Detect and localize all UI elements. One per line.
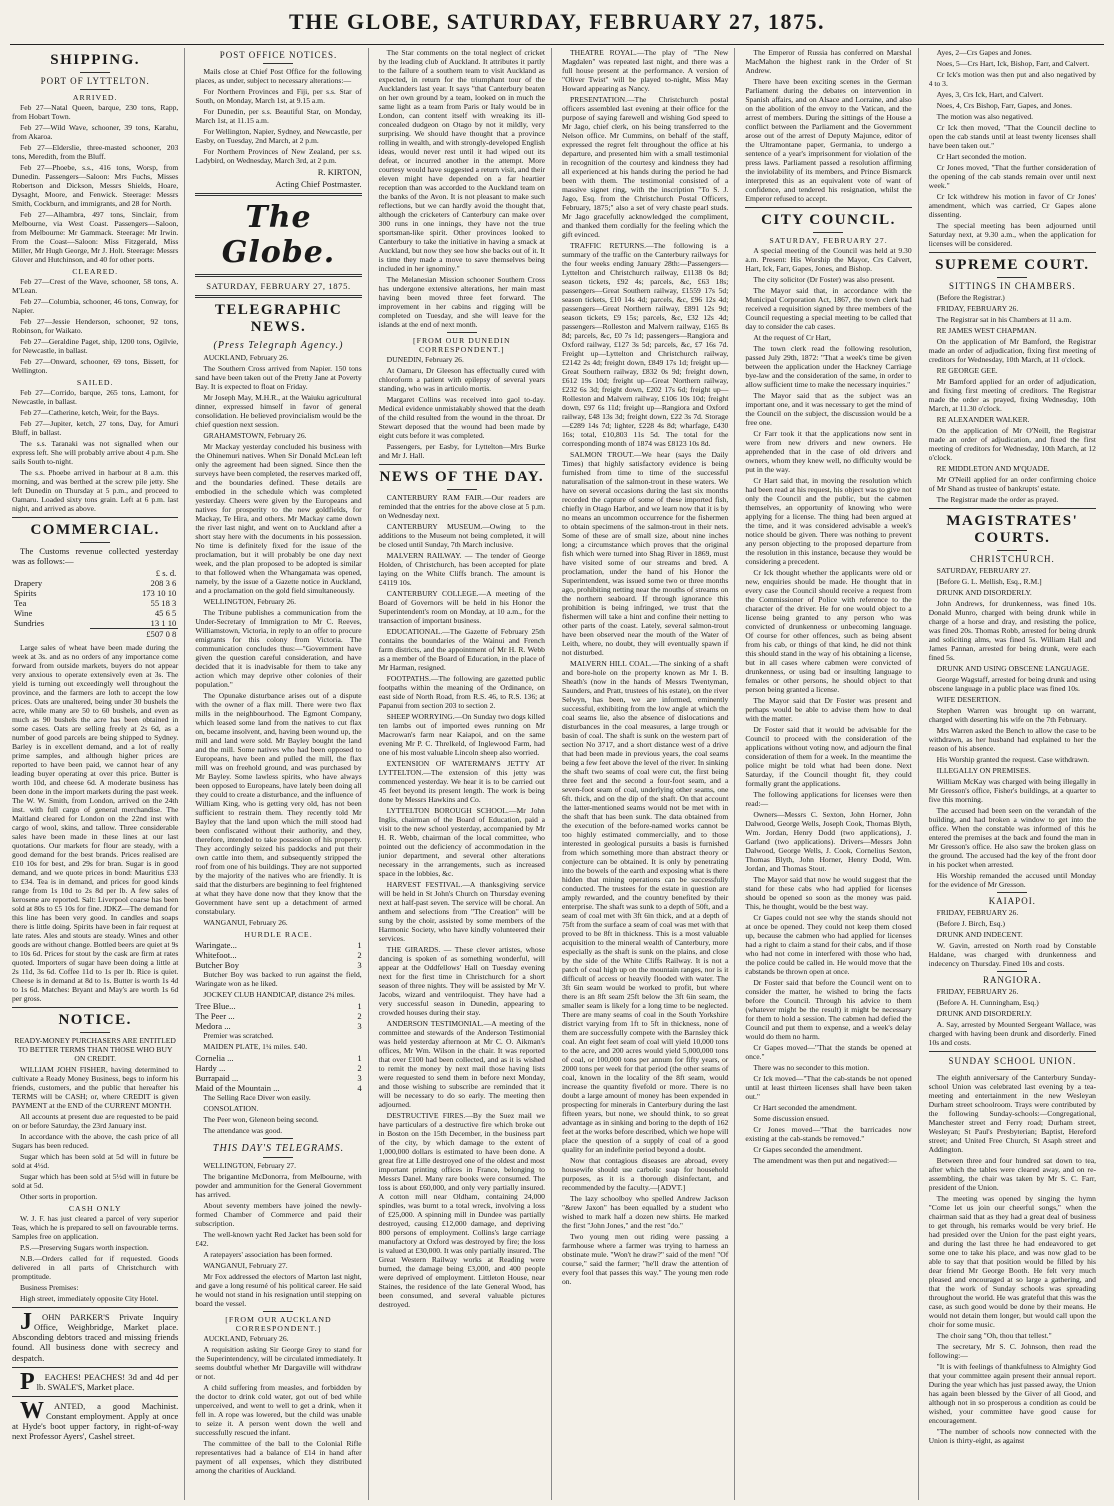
revenue-header: £ s. d.	[155, 568, 177, 579]
race-notes-2	[195, 1031, 361, 1051]
cash-paragraph: N.B.—Orders called for if requested. Goods delivered in all parts of Christchurch with promptitude.	[12, 1254, 179, 1282]
magistrates-heading: MAGISTRATES' COURTS.	[946, 513, 1079, 546]
magistrates-paragraph: George Wagstaff, arrested for being drunk and using obscene language in a public place was fined 10s.	[928, 675, 1096, 693]
col3-paragraph: The Melanesian Mission schooner Southern Cross has undergone extensive alterations, her main mast having been moved three feet forward. The improvement in her cabins and rigging will be completed on Tuesday, and she will leave for the islands at the end of next month.	[378, 275, 545, 329]
maiden-entry-name: Maid of the Mountain ...	[195, 1083, 280, 1094]
column-1	[12, 48, 185, 1500]
revenue-row	[12, 588, 178, 598]
court-paragraph: RE MIDDLETON AND M'QUADE.	[936, 464, 1050, 473]
page-title: THE GLOBE, SATURDAY, FEBRUARY 27, 1875.	[289, 9, 825, 34]
parker-advert: JOHN PARKER'S Private Inquiry Office, Weighbridge, Market place. Absconding debtors traced and missing friends found. All business done with secrecy and despatch.	[12, 1309, 179, 1363]
commercial-intro: The Customs revenue collected yesterday was as follows:—	[12, 546, 179, 567]
vote-paragraph: Noes, 4, Crs Bishop, Farr, Gapes, and Jones.	[936, 101, 1072, 110]
notice-paragraph: All accounts at present due are requested to be paid on or before Saturday, the 23rd January inst.	[12, 1112, 179, 1131]
revenue-item: Wine	[14, 608, 33, 619]
race-note: Premier was scratched.	[203, 1031, 274, 1041]
news-item: CANTERBURY COLLEGE.—A meeting of the Board of Governors will be held in his Honor the Superintendent's room on Monday, at 10 a.m., for the transaction of important business.	[378, 589, 545, 625]
court-paragraph: Mr O'Neill applied for an order confirming choice of Mr Shand as trustee of bankrupts' estate.	[928, 475, 1096, 493]
maiden-results	[195, 1053, 361, 1093]
council-heading: CITY COUNCIL.	[761, 212, 896, 228]
arrival-entry: Feb 27—Natal Queen, barque, 230 tons, Rapp, from Hobart Town.	[12, 103, 179, 121]
days-telegram-paragraph: WELLINGTON, February 27.	[203, 1161, 296, 1171]
hurdle-entry	[195, 950, 361, 960]
hurdle-entry-place: 2	[357, 950, 362, 961]
council-paragraph: There was no seconder to this motion.	[753, 1063, 870, 1072]
sunday-school-paragraph: The eighth anniversary of the Canterbury Sunday-school Union was celebrated last evening by a tea-meeting and entertainment in the new Wesleyan Durham street schoolroom. Trays were contributed by the following Sunday-schools:—Congregational, Manchester street and Ferry road; Durham street, Wesleyan; St Paul's Presbyterian; Baptist, Hereford street; and United Free Church, St Asaph street and Addington.	[928, 1073, 1096, 1154]
council-paragraph: Some discussion ensued.	[753, 1114, 830, 1123]
vote-paragraph: Cr Jones moved, "That the further consideration of the opening of the cab stands remain over until next week."	[928, 163, 1096, 190]
cleared-list	[12, 277, 178, 375]
commercial-heading: COMMERCIAL.	[30, 522, 160, 538]
news-item: CANTERBURY RAM FAIR.—Our readers are reminded that the entries for the above close at 5 p.m. on Wednesday next.	[378, 493, 545, 520]
revenue-value: 13 1 10	[150, 618, 177, 629]
hurdle-entry-name: Butcher Boy	[195, 960, 240, 971]
news-item: CANTERBURY MUSEUM.—Owing to the additions to the Museum not being completed, it will be closed until Sunday, 7th March inclusive.	[378, 522, 545, 549]
col4-paragraph: The lazy schoolboy who spelled Andrew Jackson "&rew Jaxon" has been equalled by a student who wished to mark half a dozen new shirts. He marked the first "John Jones," and the rest "do."	[561, 1194, 729, 1230]
days-telegram-paragraph: The brigantine McDonorra, from Melbourne, with powder and ammunition for the General Government has arrived.	[195, 1172, 362, 1200]
days-telegram-paragraph: A ratepayers' association has been formed.	[203, 1250, 333, 1260]
news-item: THE GIRARDS. — These clever artistes, whose dancing is spoken of as something wonderful, will appear at the Oddfellows' Hall on Tuesday evening next for the first time in Christchurch for a short season of three nights. They will be assisted by Mr V. Jacobs, wizard and ventriloquist. They have had a very successful season in Dunedin, appearing to crowded houses during their stay.	[378, 945, 545, 1017]
kaiapoi-paragraph: DRUNK AND INDECENT.	[936, 930, 1023, 939]
rangiora-paragraph: A. Say, arrested by Mounted Sergeant Wallace, was charged with having been drunk and disorderly. Fined 10s and costs.	[928, 1020, 1096, 1047]
news-item: LYTTELTON BOROUGH SCHOOL.—Mr John Inglis, chairman of the Board of Education, paid a visit to the new school yesterday, accompanied by Mr H. R. Webb, chairman of the local committee, who pointed out the deficiency of accommodation in the junior department, and several other alterations necessary in the arrangements, such as increased space in the lobbies, &c.	[378, 806, 545, 878]
telegraphic-paragraph: GRAHAMSTOWN, February 26.	[203, 431, 307, 441]
arrived-heading: ARRIVED.	[72, 93, 118, 102]
news-item: DESTRUCTIVE FIRES.—By the Suez mail we have particulars of a destructive fire which broke out in Boston on the 15th December, in the business part of the city, by which damage to the extent of 1,000,000 dollars is estimated to have been done. A great fire at Lille destroyed one of the oldest and most important printing offices in France, belonging to Messrs Danel. Many rare books were consumed. The loss is about £60,000, and only very partially insured. A cotton mill near Oldham, containing 24,000 spindles, was burnt to a total wreck, involving a loss of £25,000. A spinning mill in Dundee was partially destroyed, causing £12,000 damage, and depriving 800 persons of employment. Collins's large carriage manufactory at Oxford was destroyed by fire; the loss is valued at £30,000. It was only partially insured. The Great Western Railway works at Reading were burned, the damage being £3,000, and 400 people were deprived of employment. Littleton House, near Staines, the residence of the late General Wood, has been consumed, and several valuable pictures destroyed.	[378, 1111, 545, 1309]
race-notes-3	[195, 1093, 361, 1135]
post-heading: POST OFFICE NOTICES.	[219, 50, 338, 60]
cash-paragraph: High street, immediately opposite City Hotel.	[20, 1294, 159, 1304]
kaiapoi-paragraph: FRIDAY, FEBRUARY 26.	[936, 908, 1019, 917]
newspaper-flag: The Globe.	[221, 200, 336, 271]
news-item: ANDERSON TESTIMONIAL.—A meeting of the committee and stewards of the Anderson Testimonial was held yesterday afternoon at Mr C. O. Aikman's offices, Mr Wm. Wilson in the chair. It was reported that over £100 had been collected, and as it is wished to remit the money by next mail those having lists were requested to send them in before next Monday, and those wishing to subscribe are reminded that it will be necessary to do so early. The meeting then adjourned.	[378, 1019, 545, 1109]
sunday-school-paragraph: The choir sang "Oh, thou that tellest."	[936, 1331, 1052, 1340]
shipping-note: The s.s. Phoebe arrived in harbour at 8 a.m. this morning, and was berthed at the screw pile jetty. She left Dunedin on Thursday at 5 p.m., and proceed to Oamaru. Loaded sixty tons grain. Left at 6 p.m. last night, and arrived as above.	[12, 468, 179, 513]
cash-only: CASH ONLY	[68, 1204, 122, 1214]
court-paragraph: (Before the Registrar.)	[936, 293, 1005, 302]
revenue-value: 45 6 5	[154, 608, 177, 619]
auckland-heading: [FROM OUR AUCKLAND CORRESPONDENT.]	[225, 1315, 332, 1334]
auckland-paragraph: AUCKLAND, February 26.	[203, 1334, 289, 1344]
arrived-list	[12, 103, 178, 264]
jockey-entry-name: The Peer ...	[195, 1011, 235, 1022]
column-5	[745, 48, 918, 1500]
sailed-list	[12, 388, 178, 437]
news-item: HARVEST FESTIVAL.—A thanksgiving service will be held in St John's Church on Thursday evening next at half-past seven. The service will be choral. An anthem and selections from "The Creation" will be sung by the choir, assisted by some members of the Harmonic Society, who have kindly volunteered their services.	[378, 880, 545, 943]
christchurch-heading: CHRISTCHURCH.	[969, 554, 1055, 564]
sunday-school-paragraph: "The number of schools now connected with the Union is thirty-eight, as against	[928, 1427, 1096, 1445]
council-paragraph: Cr Hart said that, in moving the resolution which had been read at his request, his object was to give not only the Council and the public, but the cabmen themselves, an opportunity of knowing who were applying for a license. The thing had been argued at the time, and it was considered advisable a week's notice should be given. There was nothing to prevent any person objecting to the proposed departure from the resolution in this instance, because they would be considering a precedent.	[745, 476, 912, 566]
revenue-value: 208 3 6	[150, 578, 177, 589]
dunedin-paragraph: Margaret Collins was received into gaol to-day. Medical evidence unmistakably showed that the death of the child resulted from the wound in the throat. Dr Stewart deposed that the wound had been made by eight cuts before it was completed.	[378, 395, 545, 440]
post-paragraph: For Wellington, Napier, Sydney, and Newcastle, per Easby, on Tuesday, 2nd March, at 2 p.m.	[195, 127, 362, 145]
revenue-total: £507 0 8	[90, 629, 178, 640]
revenue-row	[12, 578, 178, 588]
revenue-value: 173 10 10	[141, 588, 177, 599]
jockey-entry	[195, 1011, 361, 1021]
maiden-entry-place: 3	[357, 1073, 362, 1084]
dunedin-body	[379, 355, 545, 460]
hurdle-entry-place: 1	[357, 940, 362, 951]
council-paragraph: Cr Farr took it that the applications now sent in were from new drivers and new owners. He apprehended that in the case of old drivers and owners, whom they knew well, no difficulty would be put in the way.	[745, 429, 912, 474]
vote-paragraph: Cr Ick withdrew his motion in favor of Cr Jones' amendment, which was carried, Cr Gapes alone dissenting.	[928, 192, 1096, 219]
sunday-school-paragraph: The secretary, Mr S. C. Johnson, then read the following:—	[928, 1342, 1096, 1360]
council-body	[745, 246, 911, 1165]
revenue-table	[12, 568, 178, 639]
column-3	[379, 48, 552, 1500]
vote-paragraph: Cr Ick's motion was then put and also negatived by 4 to 3.	[928, 70, 1096, 88]
news-body	[379, 493, 545, 1309]
council-paragraph: The Mayor said that, in accordance with the Municipal Corporation Act, 1867, the town clerk had received a requisition signed by three members of the Council requesting a special meeting to be called that day to consider the cab cases.	[745, 286, 912, 331]
cash-paragraph: P.S.—Preserving Sugars worth inspection.	[20, 1243, 149, 1253]
col4-paragraphs	[562, 48, 728, 1286]
telegraphic-paragraph: Mr Mackay yesterday concluded his business with the Ohinemuri natives. When Sir Donald McLean left only the agreement had been signed. Since then the surveys have been completed, the reserves marked off, and the boundaries defined. These details are embodied in the schedule which was completed yesterday. Cheers were given by the Europeans and natives for prosperity to the new goldfields, for Mackay, Te Hira, and others. Mr Mackay came down the river last night, and went on to Auckland after a short stay here with the documents in his possession. No time is definitely fixed for the issue of the proclamation, but it will probably be one day next week, and the plan proposed to be adopted is similar to that followed when the Whangamata was opened, namely, by the issue of a Gazette notice in Auckland, and a proclamation on the gold field simultaneously.	[195, 442, 362, 596]
maiden-entry	[195, 1053, 361, 1063]
vote-paragraph: Cr Ick then moved, "That the Council decline to open the cab stands until at least twenty licenses shall have been taken out."	[928, 123, 1096, 150]
court-paragraph: RE GEORGE GEE.	[936, 366, 998, 375]
court-paragraph: On the application of Mr O'Neill, the Registrar made an order of adjudication, and fixed the first meeting of creditors for Wednesday, 10th March, at 12 o'clock.	[928, 426, 1096, 462]
rangiora-heading: RANGIORA.	[982, 975, 1042, 985]
notice-heading: NOTICE.	[58, 1012, 132, 1029]
col4-paragraph: Two young men out riding were passing a farmhouse where a farmer was trying to harness an obstinate mule. "Won't he draw?" said of the men! "Of course," said the farmer; "he'll draw the attention of every fool that passes this way." The young men rode on.	[561, 1232, 729, 1286]
court-paragraph: RE ALEXANDER WALKER.	[936, 415, 1030, 424]
hurdle-entry	[195, 960, 361, 970]
court-paragraph: Mr Bamford applied for an order of adjudication, and fixing first meeting of creditors. The Registrar made the order as prayed, fixing Wednesday, 10th March, at 11.30 o'clock.	[928, 377, 1096, 413]
telegraphic-heading: TELEGRAPHIC NEWS.	[214, 302, 343, 336]
magistrates-paragraph: WIFE DESERTION.	[936, 695, 1001, 704]
maiden-entry	[195, 1063, 361, 1073]
news-heading: NEWS OF THE DAY.	[379, 469, 545, 485]
cleared-entry: Feb 27—Columbia, schooner, 46 tons, Conway, for Napier.	[12, 297, 179, 315]
magistrates-paragraph: His Worship granted the request. Case withdrawn.	[936, 755, 1090, 764]
revenue-item: Sundries	[14, 618, 45, 629]
dateline: SATURDAY, FEBRUARY 27, 1875.	[206, 281, 351, 292]
maiden-entry-name: Burrapaid ...	[195, 1073, 239, 1084]
hurdle-results	[195, 940, 361, 970]
court-paragraph: The Registrar sat in his Chambers at 11 a.m.	[936, 315, 1072, 324]
cleared-heading: CLEARED.	[72, 267, 119, 276]
maiden-entry-name: Hardy ...	[195, 1063, 226, 1074]
council-paragraph: A special meeting of the Council was held at 9.30 a.m. Present: His Worship the Mayor, Crs Calvert, Hart, Ick, Farr, Gapes, Jones, and Bishop.	[745, 246, 912, 273]
dunedin-paragraph: At Oamaru, Dr Gleeson has effectually cured with chloroform a patient with epilepsy of several years standing, who was in articulo mortis.	[378, 366, 545, 393]
council-paragraph: The Mayor said that Dr Foster was present and perhaps would be able to advise them how to deal with the matter.	[745, 696, 912, 723]
col3-paragraphs	[379, 48, 545, 329]
col5-paragraph: There have been exciting scenes in the German Parliament during the debates on intervention in Spanish affairs, and on Alsace and Lorraine, and also on the abolition of the envoy to the Vatican, and the arrest of members. During the sittings of the House a conflict between the Parliament and the Government arose out of the arrest of Deputy Majunce, editor of the Ultramontane paper, Germania, to undergo a sentence of a year's imprisonment for violation of the press laws. Parliament passed a resolution affirming the inviolability of its members, and Prince Bismarck interpreted this as an equivalent vote of want of confidence, and tendered his resignation, whilst the Emperor refused to accept.	[745, 77, 912, 203]
rangiora-paragraph: DRUNK AND DISORDERLY.	[936, 1009, 1032, 1018]
hurdle-heading: HURDLE RACE.	[244, 930, 313, 940]
news-item: MALVERN RAILWAY. — The tender of George Holden, of Christchurch, has been accepted for plate laying on the White Cliffs branch. The amount is £4119 10s.	[378, 551, 545, 587]
col3-paragraph: The Star comments on the total neglect of cricket by the leading club of Auckland. It attributes it partly to the failure of a southern team to visit Auckland as expected, in return for the triumphant tour of the Aucklanders last year. It says "that Canterbury beaten on her own ground by a team, looked on in much the same light as a team from Paris or Italy would be in London, can content itself with wreaking its ill-concealed dudgeon on Otago by not it mildly, very surprising. We should have thought that a province rolling in wealth, and with strongly-developed English ideas, would never rest until it had wiped out its defeat, or incurred another in the attempt. More courtesy would have suggested a return visit, and their eleven might have depended on a far heartier reception than was accorded to the Auckland team on the banks of the Avon. It is not pleasant to make such reflections, but we can hardly avoid the thought that, although the cricketers of Canterbury can make over 300 runs in one innings, they have not the true sportsman-like spirit. Other provinces looked to Canterbury to take the initiative in having a smack at Auckland, but now they see how she backs out of it. It is time they made a move to save themselves being included in her ignominy."	[378, 48, 545, 273]
shipping-heading: SHIPPING.	[50, 52, 141, 68]
column-4	[562, 48, 735, 1500]
council-paragraph: The amendment was then put and negatived:—	[753, 1156, 897, 1165]
cleared-entry: Feb 27—Geraldine Paget, ship, 1200 tons, Ogilvie, for Newcastle, in ballast.	[12, 337, 179, 355]
maiden-entry-place: 2	[357, 1063, 362, 1074]
col4-paragraph: MALVERN HILL COAL.—The sinking of a shaft and bore-hole on the property known as Mr I. B. Sheath's (now in the hands of Messrs Twentyman, Saunders, and Pratt, trustees of his estate), on the river Selwyn, has been, we are informed, eminently successful, exhibiting from the low angle at which the coal seams lie, also the absence of dislocations and disturbances in the coal measures, a large trough or basin of coal. The shaft is sunk on the western part of section No 3717, and a short distance west of a drive that had been made in previous years, the coal seams being a few feet above the level of the river. In sinking the shaft two seams of coal were cut, the first being three feet and the second a four-foot seam, and a seven-foot seam of coal, underlying other seams, one 6ft. thick, and on the dip of the shaft. On that account the latter-mentioned seams would not be met with in the shaft that has been sunk. The data obtained from the execution of the before-named works cannot be too highly estimated commercially, and to those interested in geological pursuits a basis is furnished from which something more than abstract theory or conjecture can be obtained. It is only by penetrating into the bowels of the earth and exposing what is there hidden that mining operations can be successfully conducted. The trustees for the estate in question are amply rewarded, and the country benefited by their enterprise. The shaft was sunk to a depth of 50ft, and a seam of coal met with 3ft 6in thick, and at a depth of 75ft from the surface a seam of coal was met with that proved to be 8ft in thickness. This is a most valuable acquisition to the mineral wealth of Canterbury, more especially as the shaft is sunk on the plains, and close by the side of the White Cliffs Railway. It is not a patch of coal high up on the mountain ranges, nor is it difficult of access or heavily flooded with water. The 3ft 6in seam would be worked to profit, but where there is an 8ft seam 25ft below the 3ft 6in seam, the smaller seam is likely for a long time to be neglected. There are many seams of coal in the South Yorkshire district varying from 1ft to 5ft in thickness, none of them are successfully compete with the Barnsley thick coal. An eight feet seam of coal will yield 10,000 tons to the acre, and 200 acres would yield 5,000,000 tons of coal, or 100,000 tons per annum for fifty years, or 2000 tons per week for that period (the other seams of coal, known in the locality of the 8ft seam, would increase the quantity fivefold or more. There is no doubt a large amount of money has been expended in prospecting for minerals in Canterbury during the last fifteen years, but none, we should think, to so great advantage as in sinking and boring to the depth of 162 feet at the works before described, which we hope will place the question of a supply of coal of a good quality for an indefinite period beyond a doubt.	[561, 659, 729, 1154]
vote-paragraph: The motion was also negatived.	[936, 112, 1034, 121]
post-paragraph: For Dunedin, per s.s. Beautiful Star, on Monday, March 1st, at 11.15 a.m.	[195, 107, 362, 125]
council-paragraph: Owners—Messrs C. Sexton, John Horner, John Dalwood, George Wells, Joseph Cook, Thomas Blyth, Wm. Jordan, Henry Dodd (two applications), J. Garland (two applications). Drivers—Messrs John Dalwood, George Wells, J. Cook, Cornelius Sexton, Thomas Blyth, John Horner, Henry Dodd, Wm. Jordan, and Thomas Stout.	[745, 810, 912, 873]
hurdle-entry-name: Whitefoot...	[195, 950, 237, 961]
dunedin-paragraph: Passengers, per Easby, for Lyttelton—Mrs Burke and Mr J. Hall.	[378, 442, 545, 460]
news-item: EDUCATIONAL.—The Gazette of February 25th contains the boundaries of the Wainui and French farm districts, and the appointment of Mr H. R. Webb as a member of the Board of Education, in the place of Mr Harman, resigned.	[378, 627, 545, 672]
race-note: The Selling Race Diver won easily.	[203, 1093, 311, 1103]
hurdle-entry	[195, 940, 361, 950]
revenue-row	[12, 618, 178, 629]
post-paragraph: Mails close at Chief Post Office for the following places, as under, subject to necessary alterations:—	[195, 67, 362, 85]
magistrates-body	[929, 566, 1096, 889]
jockey-entry	[195, 1021, 361, 1031]
masthead	[0, 0, 1114, 44]
magistrates-paragraph: SATURDAY, FEBRUARY 27.	[936, 566, 1031, 575]
telegraphic-paragraph: AUCKLAND, February 26.	[203, 353, 289, 363]
sailed-entry: Feb 27—Corrido, barque, 265 tons, Lamont, for Newcastle, in ballast.	[12, 388, 179, 406]
telegraphic-paragraph: The Southern Cross arrived from Napier. 150 tons sand have been taken out of the Pretty Jane at Poverty Bay. It is expected to float on Friday.	[195, 364, 362, 392]
notice-paragraph: WILLIAM JOHN FISHER, having determined to cultivate a Ready Money Business, begs to inform his friends, customers, and the public that hereafter his TERMS will be CASH; or, where CREDIT is given PAYMENT at the END of the CURRENT MONTH.	[12, 1065, 179, 1111]
sunday-school-paragraph: "It is with feelings of thankfulness to Almighty God that your committee again present their annual report. During the year which has just passed away, the Union has again been blessed by the Giver of all Good, and although not in so prosperous a condition as could be wished, your committee have good cause for encouragement.	[928, 1362, 1096, 1425]
revenue-item: Tea	[14, 598, 27, 609]
jockey-entry-name: Tree Blue...	[195, 1001, 236, 1012]
maiden-entry-name: Cornelia ...	[195, 1053, 234, 1064]
council-paragraph: The following applications for licenses were then read:—	[745, 790, 912, 808]
revenue-value: 55 18 3	[150, 598, 177, 609]
vote-paragraph: Ayes, 2—Crs Gapes and Jones.	[936, 48, 1032, 57]
jockey-entry-place: 1	[357, 1001, 362, 1012]
newspaper-columns	[12, 48, 1102, 1500]
rangiora-body	[929, 987, 1096, 1047]
vote-paragraph: Noes, 5—Crs Hart, Ick, Bishop, Farr, and Calvert.	[936, 59, 1090, 68]
revenue-row	[12, 598, 178, 608]
maiden-entry	[195, 1073, 361, 1083]
arrival-entry: Feb 27—Wild Wave, schooner, 39 tons, Karahu, from Akaroa.	[12, 123, 179, 141]
rangiora-paragraph: (Before A. H. Cunningham, Esq.)	[936, 998, 1039, 1007]
col4-paragraph: PRESENTATION.—The Christchurch postal officers assembled last evening at their office for the purpose of saying farewell and wishing God speed to Mr Jago, chief clerk, on his being transferred to the Nelson office. Mr Cummins, on behalf of the staff, expressed the regret felt throughout the office at his departure, and presented him with a small testimonial in recognition of the courtesy and kindness they had all experienced at his hands during the period he had been with them. The testimonial consisted of a massive signet ring, with the inscription "To S. J. Jago, Esq. from the Christchurch Postal Officers, February, 1875;" also a set of very chaste pearl studs. Mr Jago gracefully acknowledged the compliment, and thanked them cordially for the feeling which the gift evinced.	[561, 95, 729, 239]
council-votes	[929, 48, 1096, 248]
court-paragraph: The Registrar made the order as prayed.	[936, 495, 1059, 504]
magistrates-paragraph: DRUNK AND USING OBSCENE LANGUAGE.	[936, 664, 1090, 673]
sunday-school-body	[929, 1073, 1096, 1445]
column-2	[195, 48, 368, 1500]
council-paragraph: Cr Ick moved—"That the cab-stands be not opened until at least thirteen licenses shall have been taken out."	[745, 1074, 912, 1101]
post-body	[195, 67, 361, 165]
auckland-paragraph: A child suffering from measles, and forbidden by the doctor to drink cold water, got out of bed while unperceived, and went to well to get a drink, when it fell in. A rope was lowered, but the child was unable to seize it. A person went down the well and successfully rescued the infant.	[195, 1383, 362, 1438]
sailed-entry: Feb 27—Catherine, ketch, Weir, for the Bays.	[20, 408, 159, 417]
council-date: SATURDAY, FEBRUARY 27.	[769, 236, 888, 245]
notice-paragraph: Sugar which has been sold at 5d will in future be sold at 4½d.	[12, 1152, 179, 1171]
auckland-body	[195, 1334, 361, 1475]
telegraphic-paragraph: WANGANUI, February 26.	[203, 918, 288, 928]
kaiapoi-body	[929, 908, 1096, 968]
sailed-heading: SAILED.	[76, 378, 114, 387]
magistrates-paragraph: DRUNK AND DISORDERLY.	[936, 588, 1032, 597]
telegraphic-paragraph: The Tribune publishes a communication from the Under-Secretary of Immigration to Mr C. Reeves, Williamstown, Victoria, in reply to an offer to procure emigrants for this colony from Victoria. The communication concludes thus:—"Government have given the question careful consideration, and have decided that it is inadvisable for them to take any action which may deprive other colonies of their population."	[195, 608, 362, 690]
council-paragraph: The town clerk read the following resolution, passed July 29th, 1872: "That a week's time be given between the application under the Hackney Carriage bye-law and the consideration of the same, in order to allow sufficient time to make the necessary inquiries."	[745, 344, 912, 389]
post-paragraph: For Northern Provinces of New Zealand, per s.s. Ladybird, on Wednesday, March 3rd, at 2 p.m.	[195, 147, 362, 165]
auckland-paragraph: The committee of the ball to the Colonial Rifle representatives had a balance of £14 in hand after payment of all expenses, which they distributed among the charities of Auckland.	[195, 1439, 362, 1476]
council-paragraph: The Mayor said that as the subject was an important one, and it was necessary to get the mind of the Council on the subject, the discussion would be a free one.	[745, 391, 912, 427]
hurdle-entry-name: Waringate...	[195, 940, 237, 951]
rangiora-paragraph: FRIDAY, FEBRUARY 26.	[936, 987, 1019, 996]
council-paragraph: Cr Gapes seconded the amendment.	[753, 1145, 863, 1154]
magistrates-paragraph: The accused had been seen on the verandah of the building, and had broken a window to get into the office. When the constable was informed of this he entered the premises at the back and found the man in Mr Gresson's office. He also saw the broken glass on the ground. The accused had the key of the front door in his pocket when arrested.	[928, 806, 1096, 869]
revenue-item: Spirits	[14, 588, 37, 599]
revenue-item: Drapery	[14, 578, 43, 589]
column-6	[929, 48, 1102, 1500]
notice-paragraph: In accordance with the above, the cash price of all Sugars has been reduced.	[12, 1132, 179, 1151]
cash-paragraph: Business Premises:	[20, 1283, 79, 1293]
cash-body	[12, 1214, 178, 1303]
arrival-entry: Feb 27—Elderslie, three-masted schooner, 203 tons, Meredith, from the Bluff.	[12, 143, 179, 161]
race-note: Butcher Boy was backed to run against the field, Waringate won as he liked.	[195, 970, 362, 989]
telegraphic-paragraph: WELLINGTON, February 26.	[203, 597, 296, 607]
council-paragraph: The city solicitor (Dr Foster) was also present.	[753, 275, 895, 284]
magistrates-paragraph: Stephen Warren was brought up on warrant, charged with deserting his wife on the 7th February.	[928, 706, 1096, 724]
council-paragraph: At the request of Cr Hart,	[753, 333, 831, 342]
council-paragraph: Cr Jones moved—"That the barricades now existing at the cab-stands be removed."	[745, 1125, 912, 1143]
days-telegram-paragraph: WANGANUI, February 27.	[203, 1261, 288, 1271]
maiden-entry-place: 4	[357, 1083, 362, 1094]
days-telegrams-body	[195, 1161, 361, 1308]
sunday-school-paragraph: Between three and four hundred sat down to tea, after which the tables were cleared away, and on re-assembling, the chair was taken by Mr S. C. Farr, president of the Union.	[928, 1156, 1096, 1192]
jockey-entry	[195, 1001, 361, 1011]
news-item: FOOTPATHS.—The following are gazetted public footpaths within the meaning of the Ordinance, on east side of North Road, from R.S. 46, to R.S. 136; at Papanui from section 203 to section 2.	[378, 674, 545, 710]
magistrates-paragraph: [Before G. L. Mellish, Esq., R.M.]	[936, 577, 1042, 586]
days-telegram-paragraph: About seventy members have joined the newly-formed Chamber of Commerce and paid their subscription.	[195, 1201, 362, 1229]
magistrates-paragraph: John Andrews, for drunkenness, was fined 10s. Donald Munro, charged with being drunk while in charge of a horse and dray, and resisting the police, was fined 20s. Thomas Robb, arrested for being drunk and soliciting alms, was fined 5s. William Hall and James Pannan, arrested for being drunk, were each fined 5s.	[928, 599, 1096, 662]
port-heading: PORT OF LYTTELTON.	[40, 76, 150, 86]
court-paragraph: FRIDAY, FEBRUARY 26.	[936, 304, 1019, 313]
council-paragraph: Cr Hart seconded the amendment.	[753, 1103, 857, 1112]
col4-paragraph: TRAFFIC RETURNS.—The following is a summary of the traffic on the Canterbury railways for the four weeks ending January 28th:—Passengers—Lyttelton and Christchurch railway, £1138 0s 8d; season tickets, £92 4s; parcels, &c, £63 18s; passengers—Great Southern railway, £1559 17s 5d; season tickets, £10 14s 4d; parcels, &c, £96 12s 4d; passengers—Great Northern railway, £891 12s 9d; season tickets, £9 15s; parcels, &c, £32 12s 4d; passengers—Rolleston and Malvern railway, £165 8s 8d; parcels, &c, £0 7s 1d; passengers—Rangiora and Oxford railway, £127 3s 5d; parcels, &c, £7 16s 7d. Freight up—Lyttelton and Christchurch railway, £2142 2s 4d; freight down, £849 17s 1d; freight up—Great Southern railway, £832 0s 9d; freight down, £612 19s 10d; freight up—Great Northern railway, £232 6s 3d; freight down, £202 17s 6d; freight up—Rolleston and Malvern railway, £106 10s 10d; freight down, £97 6s 11d; freight up—Rangiora and Oxford railway, £48 13s 3d; freight down, £22 3s 7d. Storage—£289 14s 7d; lighter, £228 4s 8d; wharfage, £430 16s; total, £10,803 11s 5d. The total for the corresponding month of 1874 was £8123 10s 8d.	[561, 241, 729, 448]
dunedin-heading: [FROM OUR DUNEDIN CORRESPONDENT.]	[413, 336, 511, 354]
kaiapoi-paragraph: (Before J. Birch, Esq.)	[936, 919, 1005, 928]
cleared-entry: Feb 27—Crest of the Wave, schooner, 58 tons, A. M'Lean.	[12, 277, 179, 295]
telegraphic-paragraph: Mr Joseph May, M.H.R., at the Waiuku agricultural dinner, expressed himself in favor of general consolidation. He believed provincialism would be the chief question next session.	[195, 393, 362, 430]
council-paragraph: Dr Foster said that it would be advisable for the Council to proceed with the consideration of the applications without voting now, and adjourn the final consideration of them for a week. In the meantime the police might be told what had been done. Next Saturday, if the Council thought fit, they could formally grant the applications.	[745, 725, 912, 788]
col5-paragraph: The Emperor of Russia has conferred on Marshal MacMahon the highest rank in the Order of St Andrew.	[745, 48, 912, 75]
magistrates-paragraph: Mrs Warren asked the Bench to allow the case to be withdrawn, as her husband had explained to her the reason of his absence.	[928, 726, 1096, 753]
notice-paragraph: Other sorts in proportion.	[20, 1192, 98, 1202]
jockey-entry-place: 2	[357, 1011, 362, 1022]
news-item: SHEEP WORRYING.—On Sunday two dogs killed ten lambs out of imported ewes running on Mr Macrowan's farm near Kaiapoi, and on the same evening Mr P. C. Threlkeld, of Inglewood Farm, had one of his most valuable Lincoln sheep also worried.	[378, 712, 545, 757]
shipping-note: The s.s. Taranaki was not signalled when our express left. She will probably arrive about 4 p.m. She sails South to-night.	[12, 439, 179, 466]
telegraphic-body	[195, 353, 361, 927]
arrival-entry: Feb 27—Phoebe, s.s., 416 tons, Worsp, from Dunedin. Passengers—Saloon: Mrs Fuchs, Misses Robertson and Dickson, Messrs Shields, Hoare, Dysaght, Moore, and Fenwick. Steerage: Messrs Smith, Cockburn, and immigrants, and 28 for North.	[12, 163, 179, 208]
council-paragraph: Cr Gapes moved—"That the stands be opened at once."	[745, 1043, 912, 1061]
council-paragraph: Cr Gapes could not see why the stands should not at once be opened. They could not keep them closed up, because the cabmen who had applied for licenses had a right to claim a stand for their cabs, and if those who had not come in interfered with those who had, the police could be called in. He would move that the cabstands be thrown open at once.	[745, 913, 912, 976]
council-paragraph: Cr Ick thought whether the applicants were old or new, enquiries should be made. He thought that in every case the Council should receive a request from the Commissioner of Police with reference to the character of the driver. He for one would object to a license being granted to any person who was convicted of drunkenness or unbecoming language. Of course for other offences, such as being absent from his cab, or things of that kind, he did not think this should stand in the way of his obtaining a license, but in all cases where cabmen were convicted of drunkenness, or using bad or insulting language to females or other persons, he should object to that person being granted a license.	[745, 568, 912, 694]
magistrates-paragraph: His Worship remanded the accused until Monday for the evidence of Mr Gresson.	[928, 871, 1096, 889]
days-telegrams-heading: THIS DAY'S TELEGRAMS.	[212, 1143, 345, 1155]
race-note: The attendance was good.	[203, 1126, 283, 1136]
jockey-entry-place: 3	[357, 1021, 362, 1032]
notice-sub: READY-MONEY PURCHASERS ARE ENTITLED TO BETTER TERMS THAN THOSE WHO BUY ON CREDIT.	[14, 1036, 176, 1064]
race-note: CONSOLATION.	[203, 1104, 259, 1114]
kaiapoi-paragraph: W. Gavin, arrested on North road by Constable Haldane, was charged with drunkenness and indecency on Thursday. Fined 10s and costs.	[928, 941, 1096, 968]
vote-paragraph: Ayes, 3, Crs Ick, Hart, and Calvert.	[936, 90, 1044, 99]
col4-paragraph: THEATRE ROYAL.—The play of "The New Magdalen" was repeated last night, and there was a full house present at the performance. A version of "Oliver Twist" will be played to-night, Miss May Howard appearing as Nancy.	[561, 48, 729, 93]
wanted-advert: WANTED, a good Machinist. Constant employment. Apply at once at Hyde's boot upper factory, in right-of-way next Professor Ayers', Cashel street.	[12, 1397, 179, 1442]
race-note: The Peer won, Gleneon being second.	[203, 1115, 319, 1125]
jockey-results	[195, 1001, 361, 1031]
col5-top-paragraphs	[745, 48, 911, 203]
chambers-heading: SITTINGS IN CHAMBERS.	[948, 281, 1076, 291]
notice-body	[12, 1065, 178, 1201]
maiden-entry-place: 1	[357, 1053, 362, 1064]
sailed-entry: Feb 27—Jupiter, ketch, 27 tons, Day, for Amuri Bluff, in ballast.	[12, 419, 179, 437]
magistrates-paragraph: ILLEGALLY ON PREMISES.	[936, 766, 1031, 775]
telegraphic-paragraph: The Opunake disturbance arises out of a dispute with the owner of a flax mill. There were two flax mills in the neighbourhood. The Egmont Company, which leased some land from the natives to cut flax on, became insolvent, and, having been wound up, the mill and land were sold. Mr Bayley bought the land and the mill. Some natives who had been opposed to Europeans, have been and pulled the mill, the flax mill was on freehold ground, and was purchased by Mr Bayley. Some lawless spirits, who have always been opposed to Europeans, have lately been doing all they could to create a disturbance, and the influence of William King, who is getting very old, has not been sufficient to restrain them. They recently told Mr Bayley that the land upon which the mill stood had been confiscated without their authority, and they, therefore, intended to take possession of his property. They accordingly seized his paddocks and put their own cattle into them, and subsequently stripped the roof from one of his buildings. They are not supported by the majority of the natives who are friendly. It is said that the disturbers are beginning to feel frightened at what they have done now that they know that the Government have sent up a detachment of armed constabulary.	[195, 691, 362, 917]
shipping-notes	[12, 439, 178, 513]
auckland-paragraph: A requisition asking Sir George Grey to stand for the Superintendency, will be circulated immediately. It seems doubtful whether Mr Dargaville will withdraw or not.	[195, 1345, 362, 1382]
sunday-school-paragraph: The meeting was opened by singing the hymn "Come let us join our cheerful songs," when the chairman said that as they had a great deal of business to get through, his remarks would be very brief. He had presided over the Union for the past eight years, and during the last three he had endeavored to get some one to take his place, and was now glad to be able to say that that position would be filled by his dear friend Mr George Booth. He felt very much pleased and encouraged at so large a gathering, and that the work of Sunday schools was spreading throughout the world. He was grateful that this was the case, as such good would be done by their means. He would not detain them longer, but would call upon the choir for some music.	[928, 1194, 1096, 1329]
race-note: JOCKEY CLUB HANDICAP, distance 2¼ miles.	[203, 990, 355, 1000]
col4-paragraph: Now that contagious diseases are abroad, every housewife should use carbolic soap for household purposes, as it is a thorough disinfectant, and recommended by the faculty.—[ADVT.]	[561, 1156, 729, 1192]
race-notes	[195, 970, 361, 999]
days-telegram-paragraph: Mr Fox addressed the electors of Marton last night, and gave a long resumé of his political career. He said he would not stand in his resignation until stepping on board the vessel.	[195, 1272, 362, 1309]
council-paragraph: Dr Foster said that before the Council went on to consider the matter, he wished to bring the facts before the Council. Through his advice to them (whatever might be the result) it might be necessary for them to hold a session. The cabmen had defied the Council and put them to expense, and a week's delay would do them no harm.	[745, 978, 912, 1041]
dunedin-paragraph: DUNEDIN, February 26.	[386, 355, 464, 364]
peaches-advert: PEACHES! PEACHES! 3d and 4d per lb. SWALE'S, Market place.	[20, 1368, 179, 1395]
council-paragraph: The Mayor said that now he would suggest that the stand for these cabs who had applied for licenses should be opened so soon as the money was paid. This, he thought, would be the best way.	[745, 875, 912, 911]
post-signature-title: Acting Chief Postmaster.	[275, 179, 362, 190]
sunday-school-heading: SUNDAY SCHOOL UNION.	[948, 1056, 1077, 1066]
vote-paragraph: The special meeting has been adjourned until Saturday next, at 9.30 a.m., when the application for licenses will be considered.	[928, 221, 1096, 248]
hurdle-entry-place: 3	[357, 960, 362, 971]
race-note: MAIDEN PLATE, 1¼ miles. £40.	[203, 1042, 308, 1052]
cleared-entry: Feb 27—Jessie Henderson, schooner, 92 tons, Robinson, for Waikato.	[12, 317, 179, 335]
notice-paragraph: Sugar which has been sold at 5½d will in future be sold at 5d.	[12, 1172, 179, 1191]
cash-paragraph: W. J. F. has just cleared a parcel of very superior Teas, which he is prepared to sell on favourable terms. Samples free on application.	[12, 1214, 179, 1242]
col4-paragraph: SALMON TROUT.—We hear (says the Daily Times) that highly satisfactory evidence is being furnished from time to time of the successful naturalisation of the salmon-trout in these waters. We have on several occasions during the last six months recorded the capture of some of these imported fish, chiefly in Otago Harbor, and we learn now that it is by no means an uncommon occurrence for the fishermen to obtain specimens of the salmon-trout in their nets. Some of these are of small size, about nine inches long; a circumstance which proves that the original fish which were turned into Shag River in 1869, must have visited some of our streams and bred. A proclamation, under the hand of his Honor the Superintendent, was issued some two or three months ago, prohibiting netting near the mouths of streams on the northern seaboard. If through ignorance this prohibition is being infringed, we trust that the fishermen will take a hint and confine their netting to other parts of the coast. Lately, several salmon-trout have been observed near the mouth of the Water of Leith, where, no doubt, they will eventually spawn if not disturbed.	[561, 450, 729, 657]
revenue-row	[12, 608, 178, 618]
market-report: Large sales of wheat have been made during the week at 3s. and as no orders of any importance come forward from outside markets, buyers do not appear very anxious to operate extensively even at 3s. The yield is turning out exceedingly well throughout the province, and the farmers are loth to accept the low prices. Oats are unaltered, being under 30 bushels the acre, while many are 50 to 60 bushels, and even as much as 90 bushels the acre has been obtained in some cases. Oats are selling freely at 2s 6d, as a number of good parcels are being shipped to Sydney. Barley is in excellent demand, and a lot of really prime samples, and although higher prices are reported to have been paid, we cannot hear of any leading buyer operating at over this price. Butter is worth 10d, and cheese 6d. A moderate business has been done in the import markets during the past week. The W. W. Smith, from London, arrived on the 24th inst. with full cargo of general merchandise. The Maitland cleared for London on the 22nd inst with cargo of wool, skins, and tallow. Three considerable sales have been made in these lines at our last quotations. Our markets for flour are steady, with a good demand for the best brands. Prices realised are £10 10s for best, and 29s for bran. Sugar is in good demand, and we quote prices in bond: Mauritius £33 to £34. Tea is in demand, and prices for good kinds range from 1s 10d to 2s 8d per lb. A few sales of kerosene are reported. Salt: Liverpool coarse has been sold at 80s to £5 10s for fine. JDKZ—The demand for this line has been very good. In candles and soaps there is little doing. Spirits have been in fair request at late rates. Ales and stouts are steady. Wines and other goods are without change. Bottled beers are quiet at 9s to 10s 6d. Prices for stout by the cask are firm at rates quoted. Importers of sugar have been doing a little at 2s 11d, 3s 6d. Coffee 11d to 1s per lb. Rice is quiet. Cheese is in demand at 8d to 1s. Butter is worth 1s 4d to 1s 6d. Matches: Bryant and May's are worth 1s 6d per gross.	[12, 643, 179, 1004]
days-telegram-paragraph: The well-known yacht Red Jacket has been sold for £42.	[195, 1230, 362, 1249]
telegraphic-agency: (Press Telegraph Agency.)	[213, 340, 344, 352]
supreme-court-heading: SUPREME COURT.	[935, 257, 1090, 273]
post-paragraph: For Northern Provinces and Fiji, per s.s. Star of South, on Monday, March 1st, at 9.15 a.m.	[195, 87, 362, 105]
vote-paragraph: Cr Hart seconded the motion.	[936, 152, 1027, 161]
news-item: EXTENSION OF WATERMAN'S JETTY AT LYTTELTON.—The extension of this jetty was commenced yesterday. We hear it is to be carried out 45 feet beyond its present length. The work is being done by Messrs Hawkins and Co.	[378, 759, 545, 804]
cleared-entry: Feb 27—Onward, schooner, 69 tons, Bissett, for Wellington.	[12, 357, 179, 375]
court-paragraph: RE JAMES WEST CHAPMAN.	[936, 326, 1037, 335]
magistrates-paragraph: William McKay was charged with being illegally in Mr Gresson's office, Fisher's buildings, at a quarter to five this morning.	[928, 777, 1096, 804]
court-body	[929, 293, 1096, 504]
court-paragraph: On the application of Mr Bamford, the Registrar made an order of adjudication, fixing first meeting of creditors for Wednesday, 10th March, at 11 o'clock.	[928, 337, 1096, 364]
post-signature: R. KIRTON,	[317, 167, 362, 177]
jockey-entry-name: Medora ...	[195, 1021, 231, 1032]
arrival-entry: Feb 27—Alhambra, 497 tons, Sinclair, from Melbourne, via West Coast. Passengers—Saloon, from Melbourne: Mr Gammack. Steerage: Mr Irwin. From the Coast—Saloon: Miss Fitzgerald, Miss Miller, Mr Hugh George, Mr J. Holt. Steerage: Messrs Glover and Hutchinson, and 40 for other ports.	[12, 210, 179, 264]
kaiapoi-heading: KAIAPOI.	[988, 896, 1036, 906]
maiden-entry	[195, 1083, 361, 1093]
